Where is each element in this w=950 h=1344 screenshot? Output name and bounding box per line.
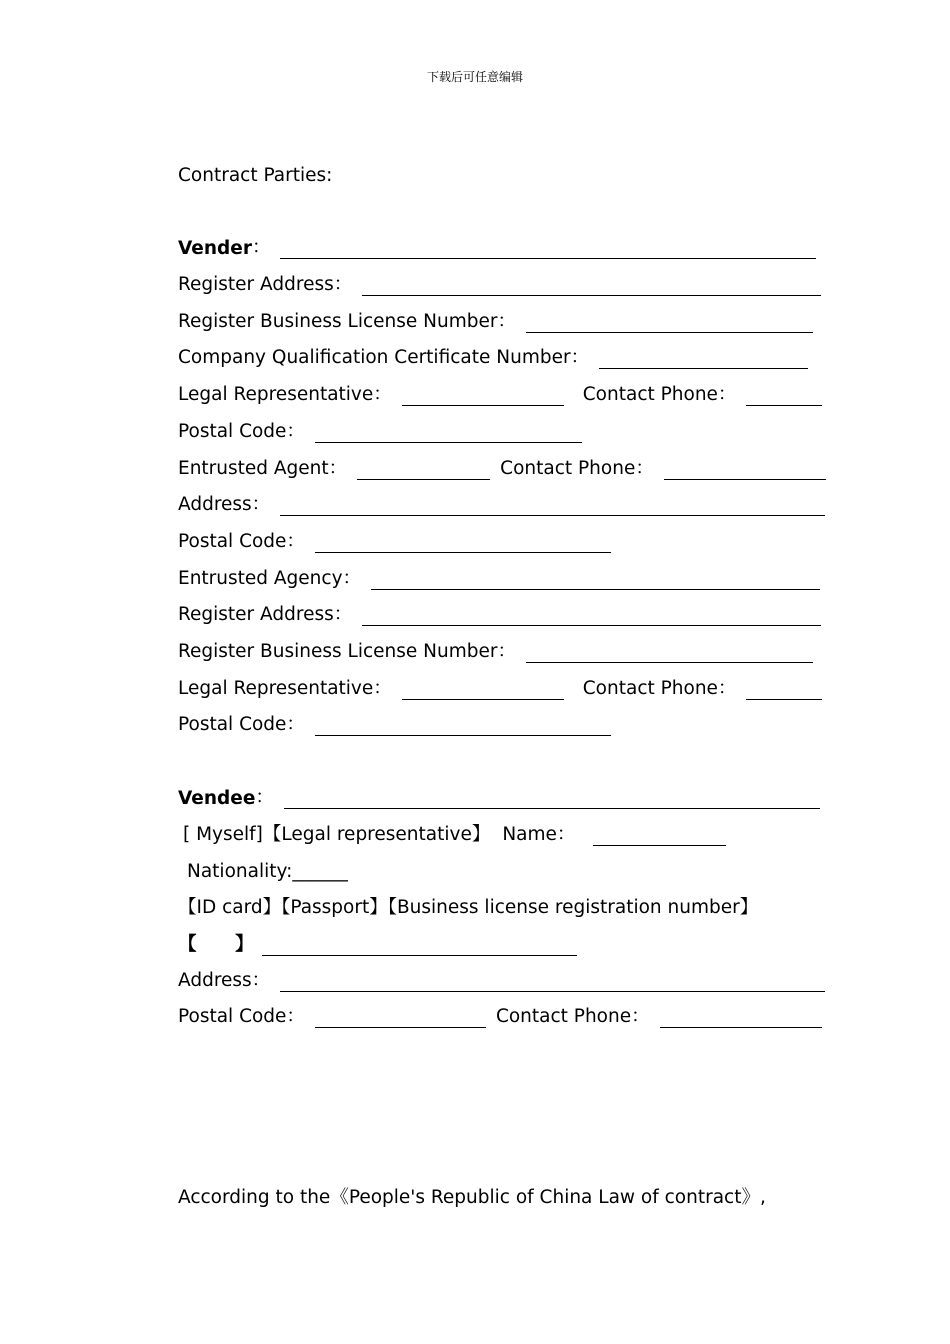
vendee-contact-phone-field[interactable] (660, 1005, 822, 1028)
register-address-label: Register Address： (178, 274, 353, 295)
agency-contact-phone-label: Contact Phone： (582, 678, 737, 699)
nationality-row (187, 854, 348, 882)
nationality-label: Nationality:______ (187, 861, 348, 882)
vendee-postal-row (178, 1000, 822, 1028)
page-header: 下载后可任意编辑 (426, 70, 523, 84)
id-number-field[interactable] (262, 933, 577, 956)
entrusted-agency-label: Entrusted Agency： (178, 568, 362, 589)
section-title (178, 158, 332, 186)
vendee-name-field[interactable] (284, 786, 820, 809)
agency-legal-rep-label: Legal Representative： (178, 678, 392, 699)
agent-postal-code-label: Postal Code： (178, 531, 305, 552)
contact-phone-field[interactable] (746, 383, 822, 406)
entrusted-agency-row (178, 562, 820, 590)
law-reference-text: According to the《People's Republic of China Law of contract》, (178, 1187, 766, 1208)
business-license-label: Register Business License Number： (178, 311, 516, 332)
agency-business-license-row (178, 635, 813, 663)
id-type-bracket: 【 】 (178, 934, 254, 955)
legal-rep-field[interactable] (402, 383, 564, 406)
agent-contact-phone-label: Contact Phone： (500, 458, 654, 479)
vendee-row (178, 781, 820, 809)
agent-contact-phone-field[interactable] (664, 457, 826, 480)
agency-register-address-label: Register Address： (178, 604, 353, 625)
agent-postal-code-row (178, 525, 611, 553)
vender-row (178, 231, 816, 259)
agency-postal-code-label: Postal Code： (178, 714, 305, 735)
agency-contact-phone-field[interactable] (746, 677, 822, 700)
footer-paragraph (178, 1181, 766, 1209)
register-address-row (178, 268, 821, 296)
agency-legal-rep-row (178, 672, 822, 700)
agency-business-license-field[interactable] (526, 640, 813, 663)
postal-code-row (178, 415, 582, 443)
vendee-identity-row (183, 818, 726, 846)
agent-postal-code-field[interactable] (315, 530, 611, 553)
agency-postal-code-field[interactable] (315, 713, 611, 736)
postal-code-field[interactable] (315, 420, 582, 443)
vendee-label: Vendee (178, 788, 256, 809)
legal-rep-label: Legal Representative： (178, 384, 392, 405)
vendee-postal-code-label: Postal Code： (178, 1006, 305, 1027)
postal-code-label: Postal Code： (178, 421, 305, 442)
qualification-row (178, 341, 808, 369)
legal-rep-row (178, 378, 822, 406)
contact-phone-label: Contact Phone： (582, 384, 737, 405)
entrusted-agency-field[interactable] (371, 567, 820, 590)
myself-legal-rep-options: [ Myself]【Legal representative】 (183, 824, 491, 845)
vender-name-field[interactable] (280, 236, 816, 259)
address-row (178, 488, 825, 516)
vendee-address-row (178, 964, 825, 992)
id-type-options: 【ID card】【Passport】【Business license registration number】 (178, 897, 759, 918)
agency-business-license-label: Register Business License Number： (178, 641, 516, 662)
contract-parties-heading: Contract Parties: (178, 165, 333, 186)
qualification-field[interactable] (599, 346, 808, 369)
entrusted-agent-row (178, 452, 826, 480)
vendee-postal-code-field[interactable] (315, 1005, 486, 1028)
vender-colon: ： (251, 237, 271, 258)
agency-register-address-row (178, 598, 821, 626)
agency-postal-code-row (178, 708, 611, 736)
vendee-person-name-field[interactable] (593, 823, 726, 846)
register-address-field[interactable] (362, 273, 821, 296)
agency-register-address-field[interactable] (362, 603, 821, 626)
business-license-row (178, 305, 813, 333)
vendee-colon: ： (255, 787, 274, 808)
id-options-row (178, 891, 758, 919)
vendee-name-label: Name： (502, 824, 576, 845)
vendee-address-field[interactable] (280, 969, 825, 992)
id-number-row (178, 928, 577, 956)
vendee-address-label: Address： (178, 970, 271, 991)
vender-label: Vender (178, 238, 252, 259)
address-field[interactable] (280, 493, 825, 516)
qualification-label: Company Qualification Certificate Number： (178, 347, 590, 368)
entrusted-agent-field[interactable] (357, 457, 490, 480)
business-license-field[interactable] (526, 310, 813, 333)
address-label: Address： (178, 494, 271, 515)
vendee-contact-phone-label: Contact Phone： (495, 1006, 650, 1027)
agency-legal-rep-field[interactable] (402, 677, 564, 700)
entrusted-agent-label: Entrusted Agent： (178, 458, 348, 479)
